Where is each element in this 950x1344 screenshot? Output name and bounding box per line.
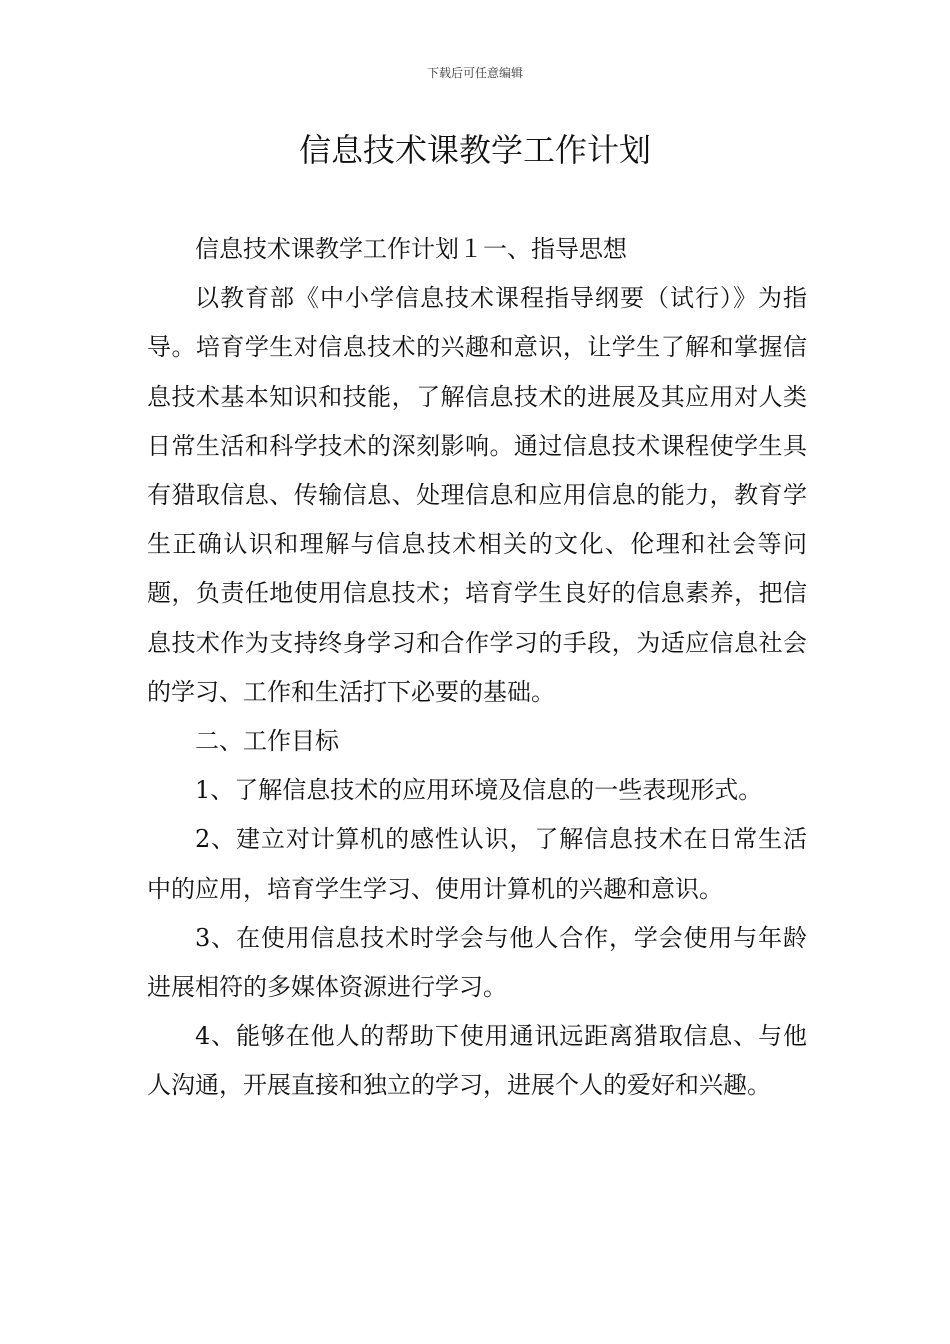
goal-item-4: 4、能够在他人的帮助下使用通讯远距离猎取信息、与他人沟通，开展直接和独立的学习，进展个人的爱好和兴趣。	[147, 1022, 807, 1100]
paragraph-intro-heading: 信息技术课教学工作计划１一、指导思想	[195, 235, 627, 263]
document-body	[147, 225, 807, 1111]
header-note: 下载后可任意编辑	[426, 66, 523, 80]
goal-item-3: 3、在使用信息技术时学会与他人合作，学会使用与年龄进展相符的多媒体资源进行学习。	[147, 923, 807, 1002]
goal-item-1: 1、了解信息技术的应用环境及信息的一些表现形式。	[195, 776, 763, 805]
goal-item-2: 2、建立对计算机的感性认识，了解信息技术在日常生活中的应用，培育学生学习、使用计算机的兴趣和意识。	[147, 825, 807, 903]
section-heading-work-goals: 二、工作目标	[195, 727, 339, 756]
paragraph-guiding-ideology: 以教育部《中小学信息技术课程指导纲要（试行）》为指导。培育学生对信息技术的兴趣和意识，让学生了解和掌握信息技术基本知识和技能，了解信息技术的进展及其应用对人类日常生活和科学技术的深刻影响。通过信息技术课程使学生具有猎取信息、传输信息、处理信息和应用信息的能力，教育学生正确认识和理解与信息技术相关的文化、伦理和社会等问题，负责任地使用信息技术；培育学生良好的信息素养，把信息技术作为支持终身学习和合作学习的手段，为适应信息社会的学习、工作和生活打下必要的基础。	[147, 284, 807, 706]
document-title: 信息技术课教学工作计划	[298, 131, 651, 169]
